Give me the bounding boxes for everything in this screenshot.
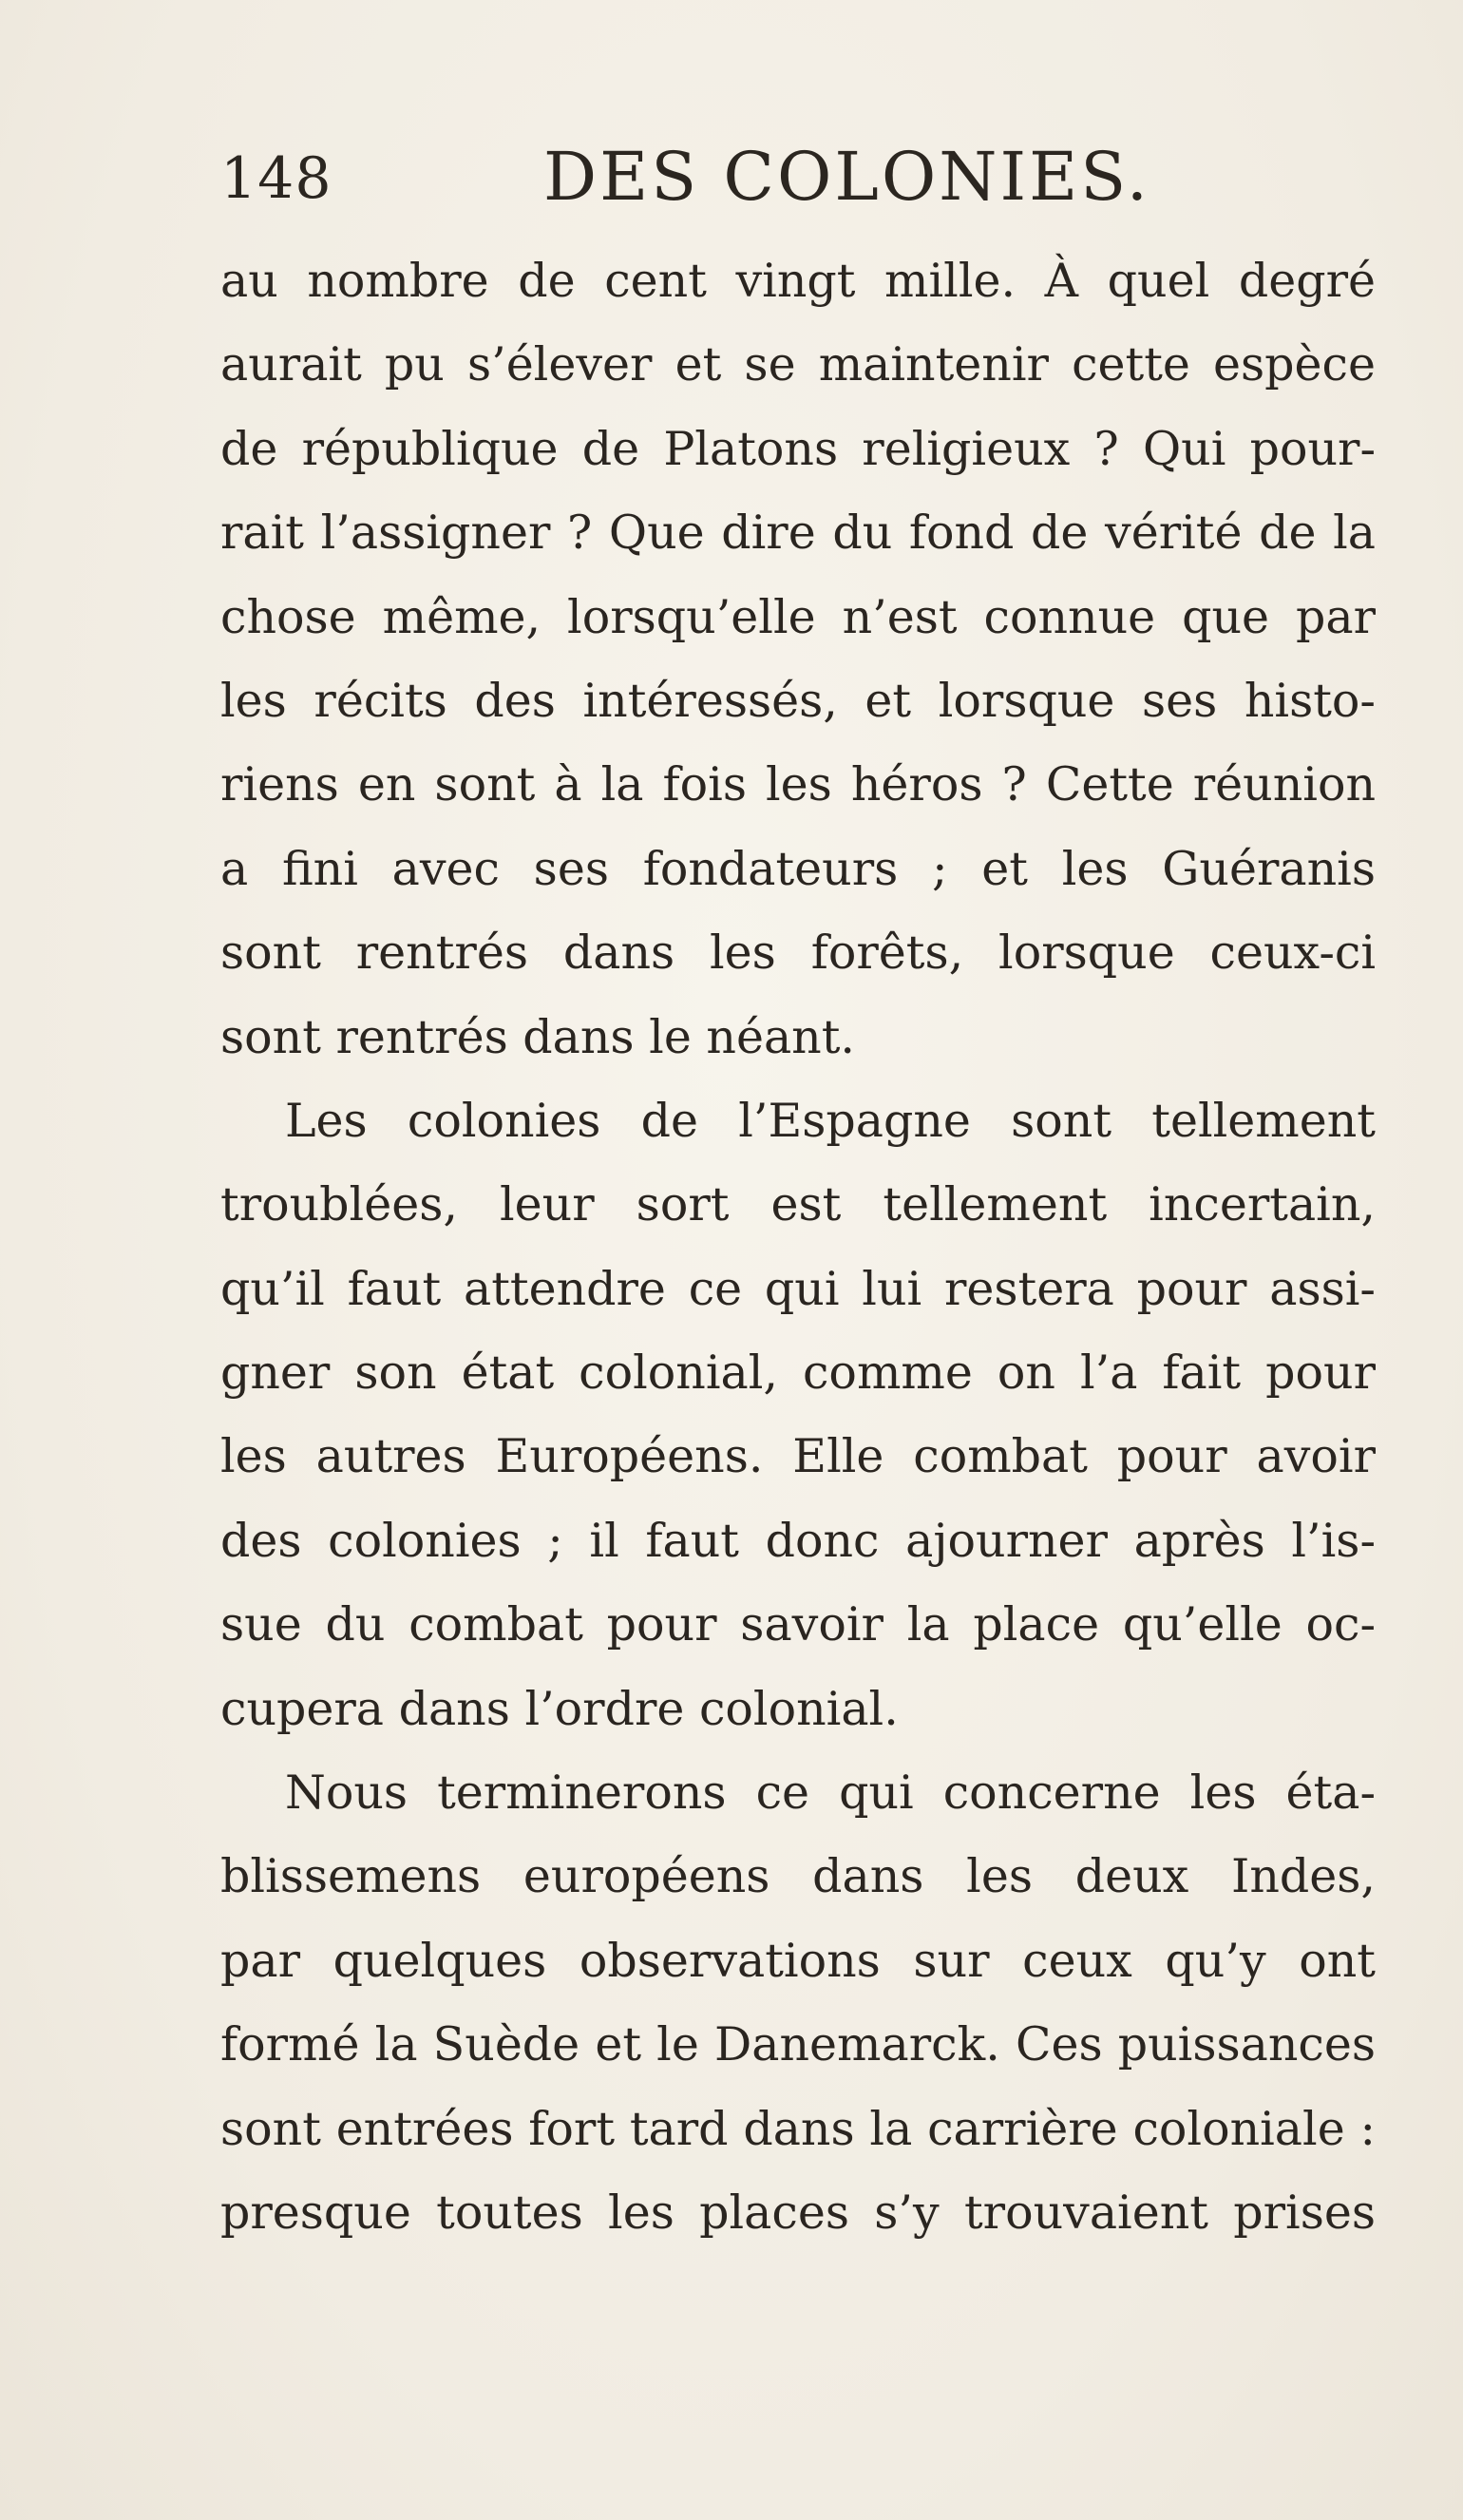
text-line: sont rentrés dans les forêts, lorsque ceux-ci <box>220 926 1376 981</box>
page-header <box>220 138 1398 223</box>
text-line: les récits des intéressés, et lorsque ses histo- <box>220 673 1376 728</box>
text-line: formé la Suède et le Danemarck. Ces puissances <box>220 2017 1376 2072</box>
text-line: sue du combat pour savoir la place qu’elle oc- <box>220 1597 1376 1652</box>
text-line: presque toutes les places s’y trouvaient prises <box>220 2185 1376 2240</box>
text-line: des colonies ; il faut donc ajourner après l’is- <box>220 1513 1376 1568</box>
text-line: gner son état colonial, comme on l’a fait pour <box>220 1346 1376 1401</box>
text-line: qu’il faut attendre ce qui lui restera pour assi- <box>220 1261 1376 1316</box>
paragraph-end-line: sont rentrés dans le néant. <box>220 1009 855 1064</box>
page-number: 148 <box>220 145 332 212</box>
text-line: par quelques observations sur ceux qu’y ont <box>220 1933 1376 1988</box>
text-line: aurait pu s’élever et se maintenir cette espèce <box>220 337 1376 392</box>
text-line: a fini avec ses fondateurs ; et les Guéranis <box>220 841 1376 896</box>
text-line: rait l’assigner ? Que dire du fond de vérité de la <box>220 506 1376 561</box>
text-line: riens en sont à la fois les héros ? Cette réunion <box>220 757 1376 812</box>
running-title: DES COLONIES. <box>543 138 1150 216</box>
paragraph-end-line: cupera dans l’ordre colonial. <box>220 1681 899 1736</box>
text-line: sont entrées fort tard dans la carrière coloniale : <box>220 2101 1376 2156</box>
text-line: chose même, lorsqu’elle n’est connue que par <box>220 589 1376 644</box>
text-line: troublées, leur sort est tellement incertain, <box>220 1177 1376 1232</box>
text-line: de république de Platons religieux ? Qui pour- <box>220 421 1376 476</box>
text-line: les autres Européens. Elle combat pour avoir <box>220 1429 1376 1484</box>
paragraph-start-line: Les colonies de l’Espagne sont tellement <box>285 1093 1376 1148</box>
text-line: blissemens européens dans les deux Indes, <box>220 1849 1376 1904</box>
text-line: au nombre de cent vingt mille. À quel degré <box>220 254 1376 308</box>
paragraph-start-line: Nous terminerons ce qui concerne les éta- <box>285 1766 1376 1821</box>
body-text <box>220 239 1376 2255</box>
